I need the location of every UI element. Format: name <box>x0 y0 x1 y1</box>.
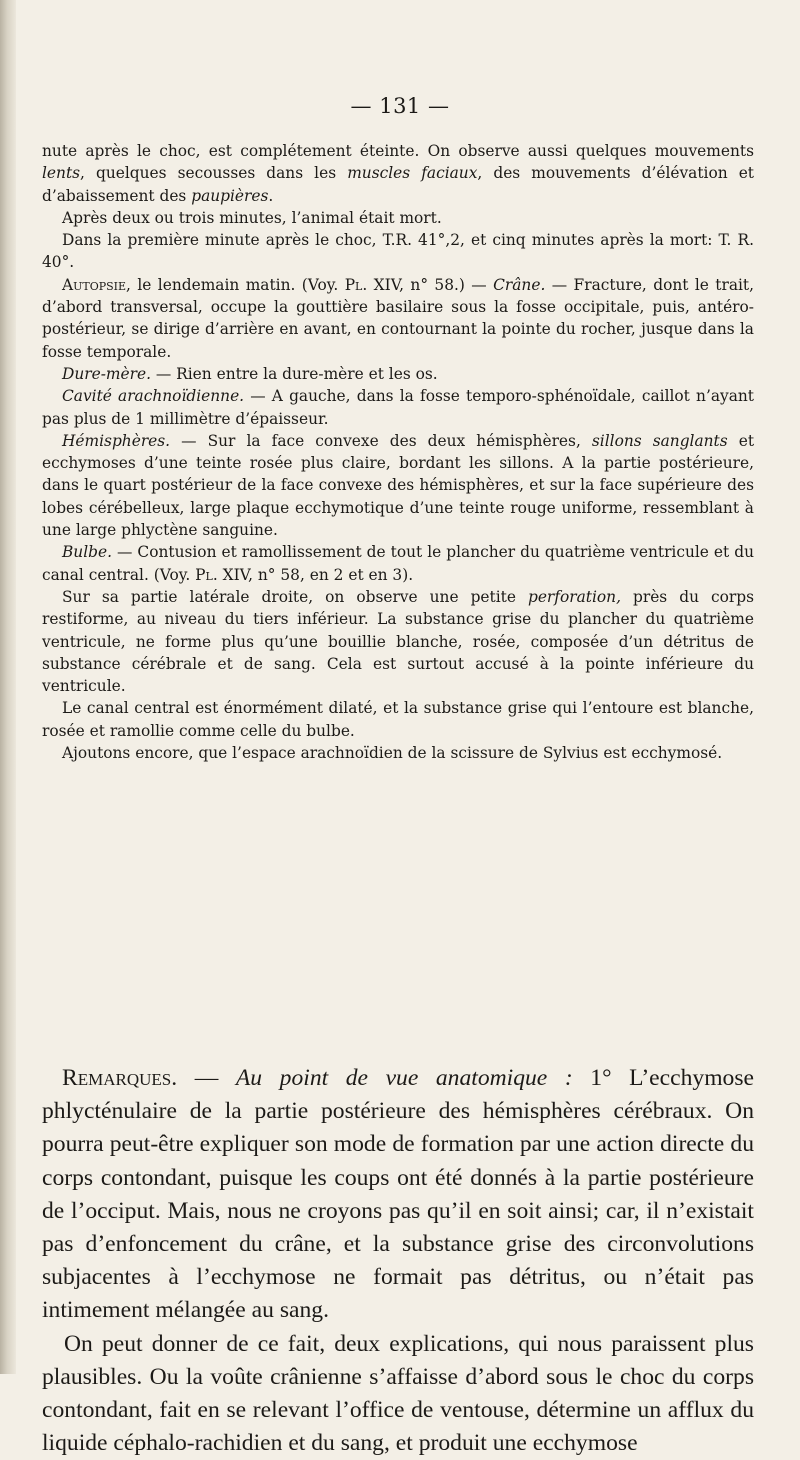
paragraph-death: Après deux ou trois minutes, l’animal était mort. <box>62 208 442 227</box>
paragraph-central-canal: Le canal central est énormément dilaté, et la substance grise qui l’entoure est blanche, rosée et ramollie comme celle du bulbe. <box>42 699 754 740</box>
page-binding-edge <box>0 0 16 1374</box>
paragraph-remarks: Remarques. — Au point de vue anatomique : 1° L’ecchymose phlycténulaire de la partie postérieure des hémisphères cérébraux. On pourra peut-être expliquer son mode de formation par une action directe du corps contondant, puisque les coups ont été donnés à la partie postérieure de l’occiput. Mais, nous ne croyons pas qu’il en soit ainsi; car, il n’existait pas d’enfoncement du crâne, et la substance grise des circonvolutions subjacentes à l’ecchymose ne formait pas détritus, ou n’était pas intimement mélangée au sang. <box>42 1065 754 1324</box>
paragraph-bulb: Bulbe. — Contusion et ramollissement de tout le plancher du quatrième ventricule et du canal central. (Voy. Pl. XIV, n° 58, en 2 et en 3). <box>42 543 754 584</box>
paragraph-temperature: Dans la première minute après le choc, T.R. 41°,2, et cinq minutes après la mort: T. R. 40°. <box>42 231 754 272</box>
paragraph-symptoms: nute après le choc, est complétement éteinte. On observe aussi quelques mouvements lents, quelques secousses dans les muscles faciaux, des mouvements d’élévation et d’abaissement des paupières. <box>42 142 754 205</box>
remarks-text <box>42 1062 754 1460</box>
paragraph-perforation: Sur sa partie latérale droite, on observe une petite perforation, près du corps restiforme, au niveau du tiers inférieur. La substance grise du plancher du quatrième ventricule, ne forme plus qu’une bouillie blanche, rosée, composée d’un détritus de substance cérébrale et de sang. Cela est surtout accusé à la pointe inférieure du ventricule. <box>42 587 755 696</box>
paragraph-dura-mater: Dure-mère. — Rien entre la dure-mère et les os. <box>62 364 438 383</box>
paragraph-explanations: On peut donner de ce fait, deux explications, qui nous paraissent plus plausibles. Ou la voûte crânienne s’affaisse d’abord sous le choc du corps contondant, fait en se relevant l’office de ventouse, détermine un afflux du liquide céphalo-rachidien et du sang, et produit une ecchymose <box>42 1330 754 1457</box>
case-report-text <box>42 140 754 764</box>
paragraph-sylvius: Ajoutons encore, que l’espace arachnoïdien de la scissure de Sylvius est ecchymosé. <box>62 744 723 763</box>
page-number: — 131 — <box>350 94 450 118</box>
paragraph-autopsy: Autopsie, le lendemain matin. (Voy. Pl. XIV, n° 58.) — Crâne. — Fracture, dont le trait, d’abord transversal, occupe la gouttière basilaire sous la fosse occipitale, puis, antéro-postérieur, se dirige d’arrière en avant, en contournant la pointe du rocher, jusque dans la fosse temporale. <box>42 275 754 361</box>
paragraph-hemispheres: Hémisphères. — Sur la face convexe des deux hémisphères, sillons sanglants et ecchymoses d’une teinte rosée plus claire, bordant les sillons. A la partie postérieure, dans le quart postérieur de la face convexe des hémisphères, et sur la face supérieure des lobes cérébelleux, large plaque ecchymotique d’une teinte rouge uniforme, ressemblant à une large phlyctène sanguine. <box>42 431 755 540</box>
paragraph-arachnoid: Cavité arachnoïdienne. — A gauche, dans la fosse temporo-sphénoïdale, caillot n’ayant pas plus de 1 millimètre d’épaisseur. <box>42 387 754 428</box>
